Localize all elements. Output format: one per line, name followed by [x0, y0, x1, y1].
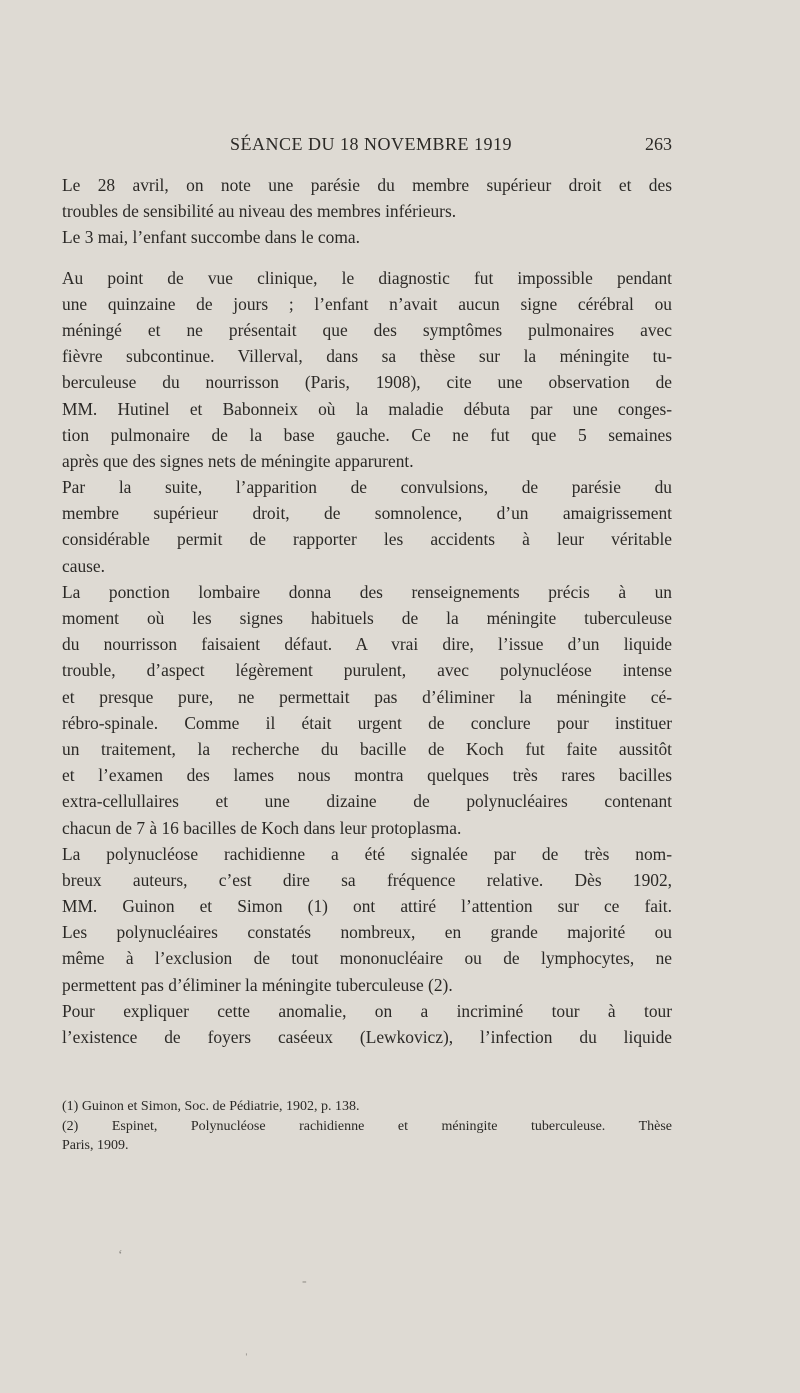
body-text — [62, 172, 672, 1050]
paragraph — [62, 998, 672, 1050]
text-line: berculeuse du nourrisson (Paris, 1908), cite une observation de — [62, 372, 672, 393]
specks: - — [302, 1274, 307, 1289]
paragraph — [62, 579, 672, 841]
text-line: La ponction lombaire donna des renseignements précis à un — [62, 581, 672, 602]
running-header — [62, 134, 672, 164]
footnote: (1) Guinon et Simon, Soc. de Pédiatrie, 1902, p. 138. — [62, 1099, 360, 1114]
text-line: breux auteurs, c’est dire sa fréquence relative. Dès 1902, — [62, 869, 672, 890]
text-line: La polynucléose rachidienne a été signalée par de très nom- — [62, 843, 672, 864]
text-line: Les polynucléaires constatés nombreux, en grande majorité ou — [62, 922, 672, 943]
footnote: (2) Espinet, Polynucléose rachidienne et méningite tuberculeuse. Thèse — [62, 1118, 672, 1134]
specks: ˈ — [244, 1352, 249, 1367]
text-line: Le 3 mai, l’enfant succombe dans le coma. — [62, 227, 360, 248]
paragraph — [62, 841, 672, 998]
text-line: chacun de 7 à 16 bacilles de Koch dans leur protoplasma. — [62, 817, 462, 838]
text-line: tion pulmonaire de la base gauche. Ce ne fut que 5 semaines — [62, 424, 672, 445]
text-line: une quinzaine de jours ; l’enfant n’avait aucun signe cérébral ou — [62, 293, 672, 314]
text-line: MM. Hutinel et Babonneix où la maladie débuta par une conges- — [62, 398, 672, 419]
text-line: méningé et ne présentait que des symptômes pulmonaires avec — [62, 319, 672, 340]
text-line: après que des signes nets de méningite apparurent. — [62, 450, 414, 471]
text-line: et l’examen des lames nous montra quelques très rares bacilles — [62, 765, 672, 786]
text-line: rébro-spinale. Comme il était urgent de conclure pour instituer — [62, 712, 672, 733]
text-line: Le 28 avril, on note une parésie du membre supérieur droit et des — [62, 175, 672, 195]
paragraph — [62, 172, 672, 251]
footnote: Paris, 1909. — [62, 1138, 129, 1153]
text-line: fièvre subcontinue. Villerval, dans sa thèse sur la méningite tu- — [62, 346, 672, 367]
text-line: Par la suite, l’apparition de convulsions, de parésie du — [62, 477, 672, 498]
text-line: considérable permit de rapporter les accidents à leur véritable — [62, 529, 672, 550]
text-line: troubles de sensibilité au niveau des membres inférieurs. — [62, 201, 457, 222]
text-line: permettent pas d’éliminer la méningite tuberculeuse (2). — [62, 974, 453, 995]
header-title: SÉANCE DU 18 NOVEMBRE 1919 — [230, 134, 513, 154]
paragraph — [62, 265, 672, 475]
paragraph — [62, 474, 672, 579]
page-number: 263 — [645, 134, 672, 154]
text-line: du nourrisson faisaient défaut. A vrai dire, l’issue d’un liquide — [62, 634, 672, 655]
text-line: Pour expliquer cette anomalie, on a incriminé tour à tour — [62, 1000, 672, 1021]
text-line: membre supérieur droit, de somnolence, d’un amaigrissement — [62, 503, 672, 524]
text-line: moment où les signes habituels de la méningite tuberculeuse — [62, 608, 672, 628]
text-line: même à l’exclusion de tout mononucléaire ou de lymphocytes, ne — [62, 948, 672, 969]
specks: ʻ — [118, 1248, 123, 1263]
text-line: MM. Guinon et Simon (1) ont attiré l’attention sur ce fait. — [62, 896, 672, 917]
text-line: extra-cellullaires et une dizaine de polynucléaires contenant — [62, 791, 672, 812]
text-line: Au point de vue clinique, le diagnostic fut impossible pendant — [62, 267, 672, 288]
text-line: trouble, d’aspect légèrement purulent, avec polynucléose intense — [62, 660, 672, 681]
text-line: et presque pure, ne permettait pas d’éliminer la méningite cé- — [62, 686, 672, 707]
footnotes — [62, 1097, 672, 1156]
text-line: cause. — [62, 555, 105, 576]
text-line: l’existence de foyers caséeux (Lewkovicz), l’infection du liquide — [62, 1027, 672, 1047]
text-line: un traitement, la recherche du bacille de Koch fut faite aussitôt — [62, 738, 672, 759]
